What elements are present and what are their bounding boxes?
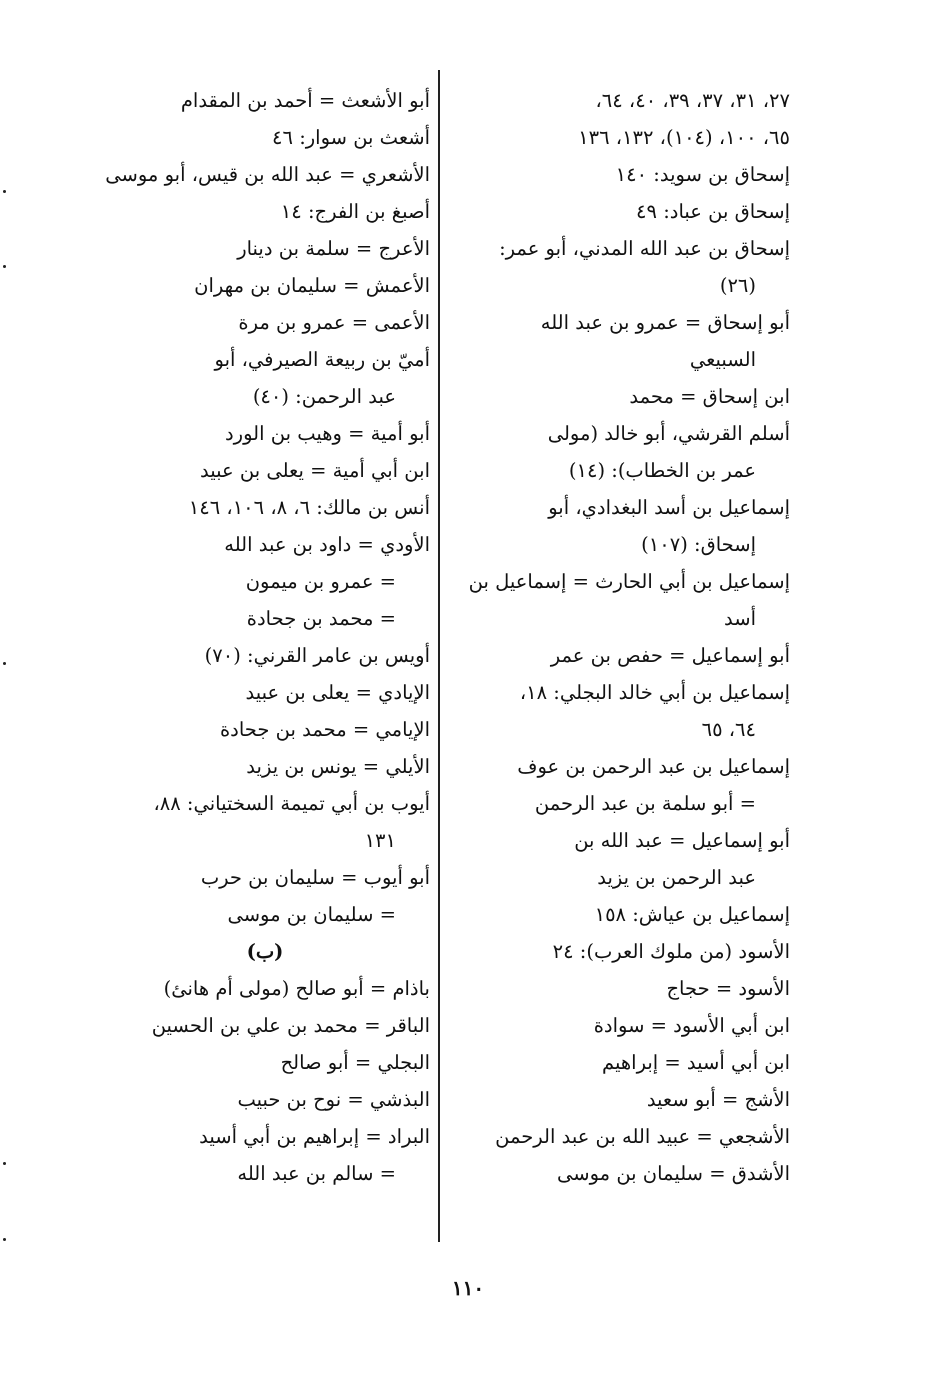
- index-entry: السبيعي: [689, 348, 756, 371]
- index-entry: عبد الرحمن بن يزيد: [597, 866, 756, 889]
- index-entry: الأودي = داود بن عبد الله: [224, 533, 430, 556]
- index-entry: ٦٥، ١٠٠، (١٠٤)، ١٣٢، ١٣٦: [578, 126, 790, 149]
- index-entry: الأسود = حجاج: [666, 977, 790, 1000]
- index-entry: الأشج = أبو سعيد: [646, 1088, 790, 1111]
- index-entry: أبو أيوب = سليمان بن حرب: [200, 866, 430, 889]
- index-entry: أشعث بن سوار: ٤٦: [272, 126, 430, 149]
- index-entry: أسلم القرشي، أبو خالد (مولى: [547, 422, 790, 445]
- margin-mark: [3, 1162, 6, 1165]
- index-entry: الأشدق = سليمان بن موسى: [557, 1162, 790, 1185]
- index-entry: الأيلي = يونس بن يزيد: [246, 755, 430, 778]
- index-entry: البراد = إبراهيم بن أبي أسيد: [199, 1125, 430, 1148]
- index-entry: = أبو سلمة بن عبد الرحمن: [534, 792, 756, 815]
- index-entry: = محمد بن جحادة: [246, 607, 396, 630]
- index-entry: ابن أبي الأسود = سوادة: [593, 1014, 790, 1037]
- margin-mark: [3, 190, 6, 193]
- index-entry: إسحاق: (١٠٧): [641, 533, 756, 556]
- index-entry: الأشجعي = عبيد الله بن عبد الرحمن: [495, 1125, 790, 1148]
- index-entry: عمر بن الخطاب): (١٤): [568, 459, 756, 482]
- index-entry: أويس بن عامر القرني: (٧٠): [204, 644, 430, 667]
- right-column: [452, 82, 790, 1192]
- index-entry: أنس بن مالك: ٦، ٨، ١٠٦، ١٤٦: [188, 496, 430, 519]
- index-entry: أيوب بن أبي تميمة السختياني: ٨٨،: [153, 792, 430, 815]
- index-entry: إسماعيل بن عبد الرحمن بن عوف: [517, 755, 790, 778]
- index-entry: الأعمى = عمرو بن مرة: [238, 311, 430, 334]
- index-entry: أميّ بن ربيعة الصيرفي، أبو: [214, 348, 430, 371]
- index-entry: أبو إسماعيل = حفص بن عمر: [550, 644, 790, 667]
- index-entry: باذام = أبو صالح (مولى أم هانئ): [163, 977, 430, 1000]
- index-entry: الأعرج = سلمة بن دينار: [237, 237, 430, 260]
- page-number: ١١٠: [451, 1276, 485, 1300]
- index-entry: (٢٦): [719, 274, 756, 297]
- index-entry: ابن أبي أمية = يعلى بن عبيد: [200, 459, 430, 482]
- index-entry: البذشي = نوح بن حبيب: [237, 1088, 430, 1111]
- index-entry: أبو أمية = وهيب بن الورد: [225, 422, 430, 445]
- index-entry: الإيامي = محمد بن جحادة: [219, 718, 430, 741]
- left-column: [100, 82, 430, 1192]
- index-entry: إسماعيل بن عياش: ١٥٨: [594, 903, 790, 926]
- index-entry: إسحاق بن عباد: ٤٩: [636, 200, 790, 223]
- margin-mark: [3, 1238, 6, 1241]
- index-entry: الأسود (من ملوك العرب): ٢٤: [552, 940, 790, 963]
- index-entry: الباقر = محمد بن علي بن الحسين: [151, 1014, 430, 1037]
- index-entry: ابن أبي أسيد = إبراهيم: [602, 1051, 790, 1074]
- index-entry: = سالم بن عبد الله: [237, 1162, 396, 1185]
- index-entry: الأشعري = عبد الله بن قيس، أبو موسى: [105, 163, 430, 186]
- index-entry: = سليمان بن موسى: [227, 903, 396, 926]
- index-entry: إسماعيل بن أبي خالد البجلي: ١٨،: [519, 681, 790, 704]
- index-entry: عبد الرحمن: (٤٠): [252, 385, 396, 408]
- margin-mark: [3, 662, 6, 665]
- index-entry: ٦٤، ٦٥: [701, 718, 756, 741]
- index-entry: البجلي = أبو صالح: [280, 1051, 430, 1074]
- index-entry: الأعمش = سليمان بن مهران: [194, 274, 430, 297]
- index-entry: أبو إسحاق = عمرو بن عبد الله: [540, 311, 790, 334]
- index-entry: أبو الأشعث = أحمد بن المقدام: [180, 89, 430, 112]
- index-entry: إسحاق بن سويد: ١٤٠: [615, 163, 790, 186]
- index-entry: إسماعيل بن أسد البغدادي، أبو: [548, 496, 790, 519]
- index-entry: ٢٧، ٣١، ٣٧، ٣٩، ٤٠، ٦٤،: [595, 89, 790, 112]
- section-heading: (ب): [246, 940, 284, 963]
- index-entry: = عمرو بن ميمون: [245, 570, 396, 593]
- index-entry: إسماعيل بن أبي الحارث = إسماعيل بن: [468, 570, 790, 593]
- index-entry: الإيادي = يعلى بن عبيد: [245, 681, 430, 704]
- margin-mark: [3, 265, 6, 268]
- index-entry: أصبغ بن الفرج: ١٤: [280, 200, 430, 223]
- index-entry: أبو إسماعيل = عبد الله بن: [574, 829, 790, 852]
- index-entry: أسد: [724, 607, 756, 630]
- column-divider: [438, 70, 440, 1242]
- index-entry: إسحاق بن عبد الله المدني، أبو عمر:: [499, 237, 790, 260]
- index-entry: ابن إسحاق = محمد: [629, 385, 790, 408]
- index-entry: ١٣١: [364, 829, 396, 852]
